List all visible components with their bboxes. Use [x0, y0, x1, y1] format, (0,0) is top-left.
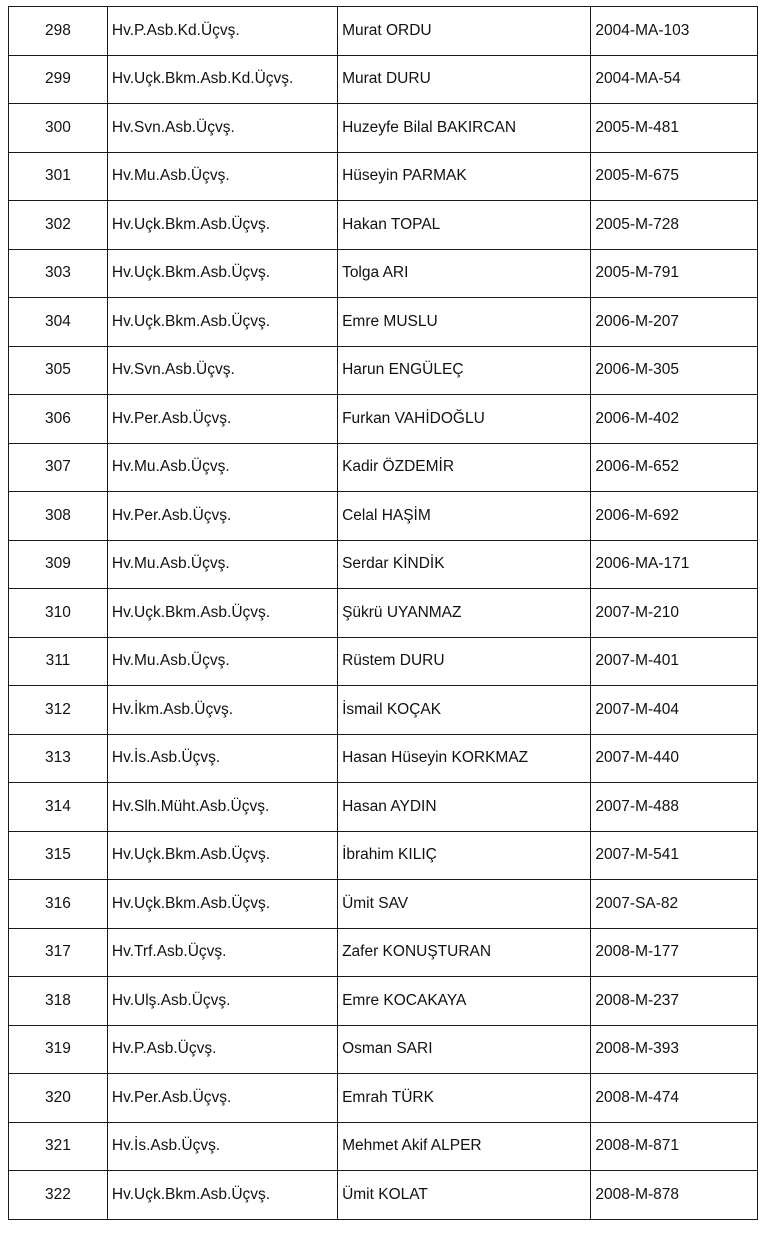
- registry-number-cell: 2007-SA-82: [591, 880, 758, 929]
- person-name-cell: Murat DURU: [338, 55, 591, 104]
- registry-number-cell: 2006-M-692: [591, 492, 758, 541]
- rank-cell: Hv.Mu.Asb.Üçvş.: [107, 152, 337, 201]
- personnel-table-body: [9, 7, 758, 1220]
- row-number-cell: 319: [9, 1025, 108, 1074]
- table-row: [9, 7, 758, 56]
- rank-cell: Hv.P.Asb.Üçvş.: [107, 1025, 337, 1074]
- row-number-cell: 308: [9, 492, 108, 541]
- registry-number-cell: 2004-MA-103: [591, 7, 758, 56]
- person-name-cell: Zafer KONUŞTURAN: [338, 928, 591, 977]
- rank-cell: Hv.Uçk.Bkm.Asb.Üçvş.: [107, 249, 337, 298]
- row-number-cell: 317: [9, 928, 108, 977]
- row-number-cell: 305: [9, 346, 108, 395]
- rank-cell: Hv.Mu.Asb.Üçvş.: [107, 540, 337, 589]
- registry-number-cell: 2007-M-401: [591, 637, 758, 686]
- person-name-cell: Hüseyin PARMAK: [338, 152, 591, 201]
- table-row: [9, 1074, 758, 1123]
- table-row: [9, 104, 758, 153]
- row-number-cell: 303: [9, 249, 108, 298]
- rank-cell: Hv.İs.Asb.Üçvş.: [107, 1122, 337, 1171]
- registry-number-cell: 2005-M-675: [591, 152, 758, 201]
- registry-number-cell: 2008-M-871: [591, 1122, 758, 1171]
- person-name-cell: Ümit KOLAT: [338, 1171, 591, 1220]
- person-name-cell: Rüstem DURU: [338, 637, 591, 686]
- table-row: [9, 686, 758, 735]
- row-number-cell: 310: [9, 589, 108, 638]
- row-number-cell: 320: [9, 1074, 108, 1123]
- table-row: [9, 395, 758, 444]
- row-number-cell: 321: [9, 1122, 108, 1171]
- registry-number-cell: 2005-M-728: [591, 201, 758, 250]
- table-row: [9, 589, 758, 638]
- registry-number-cell: 2007-M-488: [591, 783, 758, 832]
- row-number-cell: 301: [9, 152, 108, 201]
- table-row: [9, 1025, 758, 1074]
- rank-cell: Hv.Slh.Müht.Asb.Üçvş.: [107, 783, 337, 832]
- person-name-cell: Osman SARI: [338, 1025, 591, 1074]
- rank-cell: Hv.Mu.Asb.Üçvş.: [107, 443, 337, 492]
- rank-cell: Hv.Uçk.Bkm.Asb.Üçvş.: [107, 201, 337, 250]
- table-row: [9, 1171, 758, 1220]
- personnel-table: [8, 6, 758, 1220]
- registry-number-cell: 2008-M-393: [591, 1025, 758, 1074]
- rank-cell: Hv.Per.Asb.Üçvş.: [107, 1074, 337, 1123]
- table-row: [9, 977, 758, 1026]
- registry-number-cell: 2007-M-210: [591, 589, 758, 638]
- table-row: [9, 55, 758, 104]
- table-row: [9, 928, 758, 977]
- rank-cell: Hv.Uçk.Bkm.Asb.Üçvş.: [107, 831, 337, 880]
- table-row: [9, 346, 758, 395]
- person-name-cell: Kadir ÖZDEMİR: [338, 443, 591, 492]
- rank-cell: Hv.Uçk.Bkm.Asb.Üçvş.: [107, 589, 337, 638]
- registry-number-cell: 2008-M-878: [591, 1171, 758, 1220]
- row-number-cell: 314: [9, 783, 108, 832]
- registry-number-cell: 2007-M-404: [591, 686, 758, 735]
- rank-cell: Hv.P.Asb.Kd.Üçvş.: [107, 7, 337, 56]
- rank-cell: Hv.Uçk.Bkm.Asb.Üçvş.: [107, 1171, 337, 1220]
- registry-number-cell: 2006-M-652: [591, 443, 758, 492]
- person-name-cell: Mehmet Akif ALPER: [338, 1122, 591, 1171]
- registry-number-cell: 2006-M-305: [591, 346, 758, 395]
- rank-cell: Hv.İkm.Asb.Üçvş.: [107, 686, 337, 735]
- registry-number-cell: 2004-MA-54: [591, 55, 758, 104]
- table-row: [9, 540, 758, 589]
- person-name-cell: İbrahim KILIÇ: [338, 831, 591, 880]
- person-name-cell: Furkan VAHİDOĞLU: [338, 395, 591, 444]
- person-name-cell: Emre MUSLU: [338, 298, 591, 347]
- row-number-cell: 313: [9, 734, 108, 783]
- person-name-cell: Hakan TOPAL: [338, 201, 591, 250]
- row-number-cell: 302: [9, 201, 108, 250]
- row-number-cell: 299: [9, 55, 108, 104]
- person-name-cell: Hasan Hüseyin KORKMAZ: [338, 734, 591, 783]
- rank-cell: Hv.Ulş.Asb.Üçvş.: [107, 977, 337, 1026]
- row-number-cell: 316: [9, 880, 108, 929]
- person-name-cell: Murat ORDU: [338, 7, 591, 56]
- row-number-cell: 309: [9, 540, 108, 589]
- person-name-cell: Emrah TÜRK: [338, 1074, 591, 1123]
- person-name-cell: Huzeyfe Bilal BAKIRCAN: [338, 104, 591, 153]
- person-name-cell: Hasan AYDIN: [338, 783, 591, 832]
- registry-number-cell: 2006-MA-171: [591, 540, 758, 589]
- rank-cell: Hv.Uçk.Bkm.Asb.Üçvş.: [107, 880, 337, 929]
- table-row: [9, 880, 758, 929]
- row-number-cell: 318: [9, 977, 108, 1026]
- person-name-cell: Ümit SAV: [338, 880, 591, 929]
- rank-cell: Hv.Per.Asb.Üçvş.: [107, 492, 337, 541]
- registry-number-cell: 2007-M-440: [591, 734, 758, 783]
- rank-cell: Hv.Svn.Asb.Üçvş.: [107, 346, 337, 395]
- registry-number-cell: 2006-M-402: [591, 395, 758, 444]
- rank-cell: Hv.İs.Asb.Üçvş.: [107, 734, 337, 783]
- person-name-cell: Emre KOCAKAYA: [338, 977, 591, 1026]
- table-row: [9, 1122, 758, 1171]
- rank-cell: Hv.Mu.Asb.Üçvş.: [107, 637, 337, 686]
- registry-number-cell: 2008-M-474: [591, 1074, 758, 1123]
- row-number-cell: 307: [9, 443, 108, 492]
- person-name-cell: Tolga ARI: [338, 249, 591, 298]
- rank-cell: Hv.Svn.Asb.Üçvş.: [107, 104, 337, 153]
- row-number-cell: 306: [9, 395, 108, 444]
- rank-cell: Hv.Uçk.Bkm.Asb.Kd.Üçvş.: [107, 55, 337, 104]
- table-row: [9, 783, 758, 832]
- registry-number-cell: 2008-M-177: [591, 928, 758, 977]
- row-number-cell: 304: [9, 298, 108, 347]
- person-name-cell: Harun ENGÜLEÇ: [338, 346, 591, 395]
- person-name-cell: Celal HAŞİM: [338, 492, 591, 541]
- table-row: [9, 249, 758, 298]
- row-number-cell: 300: [9, 104, 108, 153]
- table-row: [9, 734, 758, 783]
- row-number-cell: 322: [9, 1171, 108, 1220]
- row-number-cell: 315: [9, 831, 108, 880]
- registry-number-cell: 2005-M-791: [591, 249, 758, 298]
- table-row: [9, 152, 758, 201]
- table-row: [9, 492, 758, 541]
- registry-number-cell: 2007-M-541: [591, 831, 758, 880]
- table-row: [9, 637, 758, 686]
- person-name-cell: Serdar KİNDİK: [338, 540, 591, 589]
- row-number-cell: 312: [9, 686, 108, 735]
- table-row: [9, 831, 758, 880]
- registry-number-cell: 2006-M-207: [591, 298, 758, 347]
- table-row: [9, 298, 758, 347]
- person-name-cell: İsmail KOÇAK: [338, 686, 591, 735]
- rank-cell: Hv.Trf.Asb.Üçvş.: [107, 928, 337, 977]
- row-number-cell: 298: [9, 7, 108, 56]
- rank-cell: Hv.Per.Asb.Üçvş.: [107, 395, 337, 444]
- registry-number-cell: 2008-M-237: [591, 977, 758, 1026]
- table-row: [9, 201, 758, 250]
- registry-number-cell: 2005-M-481: [591, 104, 758, 153]
- row-number-cell: 311: [9, 637, 108, 686]
- rank-cell: Hv.Uçk.Bkm.Asb.Üçvş.: [107, 298, 337, 347]
- person-name-cell: Şükrü UYANMAZ: [338, 589, 591, 638]
- table-row: [9, 443, 758, 492]
